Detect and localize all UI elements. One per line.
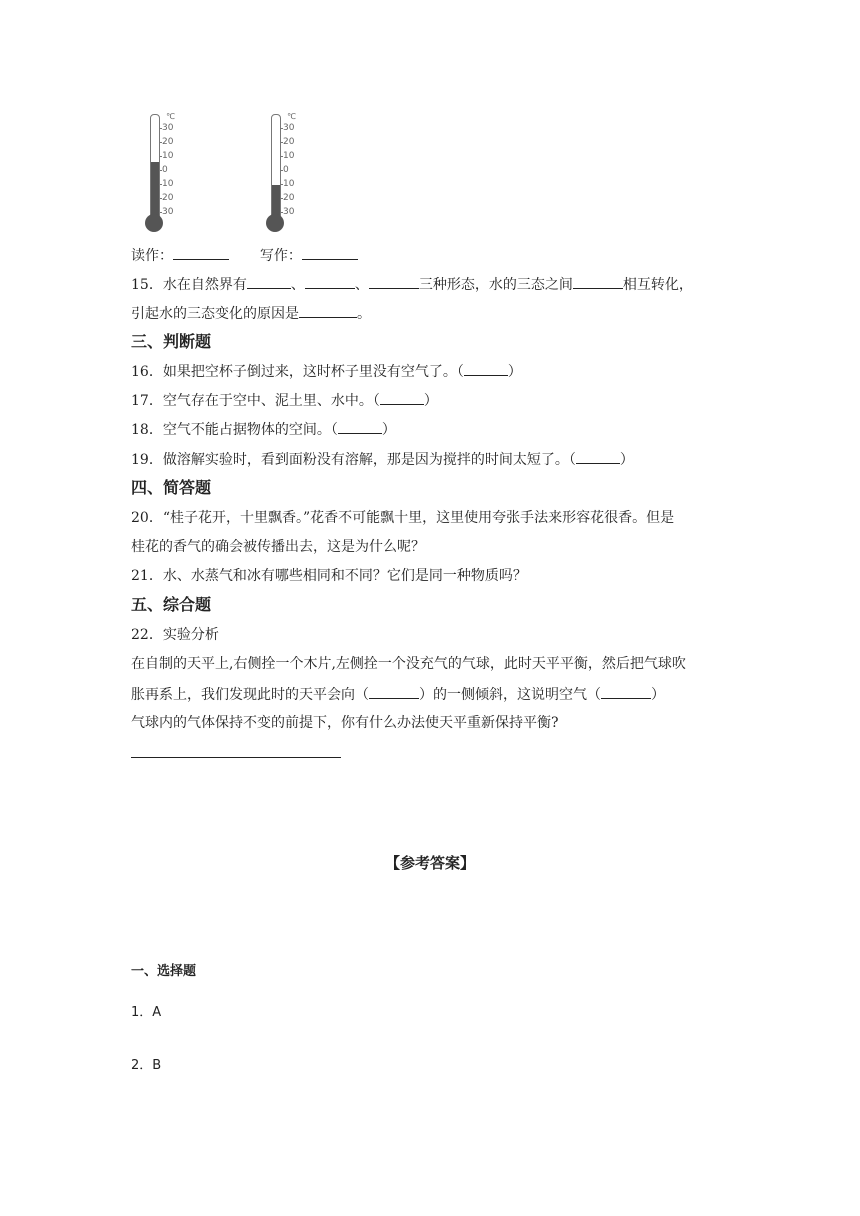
q17-text: 17．空气存在于空中、泥土里、水中。（ [131, 393, 380, 409]
question-21: 21．水、水蒸气和冰有哪些相同和不同？它们是同一种物质吗？ [131, 568, 527, 584]
tick-label: 10 [283, 179, 295, 189]
answer-number: 2． [131, 1058, 153, 1073]
q15-sep: 、 [290, 277, 305, 293]
q18-text: 18．空气不能占据物体的空间。（ [131, 422, 338, 438]
thermometer-2-icon [263, 110, 323, 232]
q22-answer-blank[interactable] [131, 757, 341, 758]
q17-end: ） [423, 393, 438, 409]
answer-key-title: 【参考答案】 [384, 854, 475, 872]
tick-label: 10 [162, 179, 174, 189]
q22-blank-2[interactable] [601, 684, 651, 699]
answer-value: A [152, 1005, 162, 1020]
tick-label: 20 [283, 137, 295, 147]
question-19 [131, 449, 634, 470]
q16-blank[interactable] [464, 361, 508, 376]
section-5-heading: 五、综合题 [131, 595, 212, 614]
tick-label: 10 [162, 151, 174, 161]
q18-end: ） [381, 422, 396, 438]
question-15-line2 [131, 303, 371, 324]
question-20-line1: 20．“桂子花开，十里飘香。”花香不可能飘十里，这里使用夸张手法来形容花很香。但是 [131, 510, 675, 526]
q22-text: ）的一侧倾斜，这说明空气（ [419, 687, 601, 703]
q22-blank-1[interactable] [369, 684, 419, 699]
section-4-heading: 四、简答题 [131, 478, 212, 497]
q15-blank-2[interactable] [305, 274, 355, 289]
question-22-line3: 气球内的气体保持不变的前提下，你有什么办法使天平重新保持平衡? [131, 715, 559, 731]
tick-label: 0 [162, 165, 168, 175]
write-label: 写作： [259, 248, 302, 264]
q15-text: 引起水的三态变化的原因是 [131, 306, 299, 322]
tick-label: 30 [283, 123, 295, 133]
tick-label: 20 [283, 193, 295, 203]
q15-text: 三种形态，水的三态之间 [418, 277, 573, 293]
answer-item [131, 1001, 161, 1020]
read-write-line [131, 245, 358, 266]
question-17 [131, 390, 438, 411]
question-22-line2 [131, 684, 665, 705]
question-22-title: 22．实验分析 [131, 627, 219, 643]
tick-label: 30 [162, 123, 174, 133]
read-blank[interactable] [173, 245, 229, 260]
tick-label: 30 [283, 207, 295, 217]
read-label: 读作： [131, 248, 173, 264]
unit-label: ℃ [287, 112, 296, 121]
q22-text: 胀再系上，我们发现此时的天平会向（ [131, 687, 369, 703]
q15-text: 15．水在自然界有 [131, 277, 247, 293]
question-18 [131, 419, 396, 440]
tick-label: 20 [162, 137, 174, 147]
q18-blank[interactable] [338, 419, 382, 434]
answer-section-1-heading: 一、选择题 [131, 964, 197, 979]
tick-label: 20 [162, 193, 174, 203]
tick-label: 10 [283, 151, 295, 161]
q19-end: ） [619, 452, 634, 468]
q15-blank-4[interactable] [573, 274, 623, 289]
q19-text: 19．做溶解实验时，看到面粉没有溶解，那是因为搅拌的时间太短了。（ [131, 452, 576, 468]
tick-label: 0 [283, 165, 289, 175]
write-blank[interactable] [302, 245, 358, 260]
question-15-line1 [131, 274, 693, 295]
answer-value: B [152, 1058, 162, 1073]
q19-blank[interactable] [576, 449, 620, 464]
question-16 [131, 361, 522, 382]
q16-text: 16．如果把空杯子倒过来，这时杯子里没有空气了。（ [131, 364, 464, 380]
section-3-heading: 三、判断题 [131, 332, 212, 351]
answer-item [131, 1054, 161, 1073]
thermometer-1-icon [142, 110, 202, 232]
q15-text: 。 [357, 306, 371, 322]
answer-number: 1． [131, 1005, 153, 1020]
q17-blank[interactable] [380, 390, 424, 405]
unit-label: ℃ [166, 112, 175, 121]
q16-end: ） [507, 364, 522, 380]
q15-blank-5[interactable] [299, 303, 357, 318]
q15-text: 相互转化， [622, 277, 693, 293]
q15-blank-1[interactable] [247, 274, 291, 289]
q15-sep: 、 [354, 277, 369, 293]
q15-blank-3[interactable] [369, 274, 419, 289]
question-20-line2: 桂花的香气的确会被传播出去，这是为什么呢？ [131, 539, 425, 555]
q22-text: ） [651, 687, 665, 703]
tick-label: 30 [162, 207, 174, 217]
question-22-line1: 在自制的天平上,右侧拴一个木片,左侧拴一个没充气的气球，此时天平平衡，然后把气球吹 [131, 656, 686, 672]
